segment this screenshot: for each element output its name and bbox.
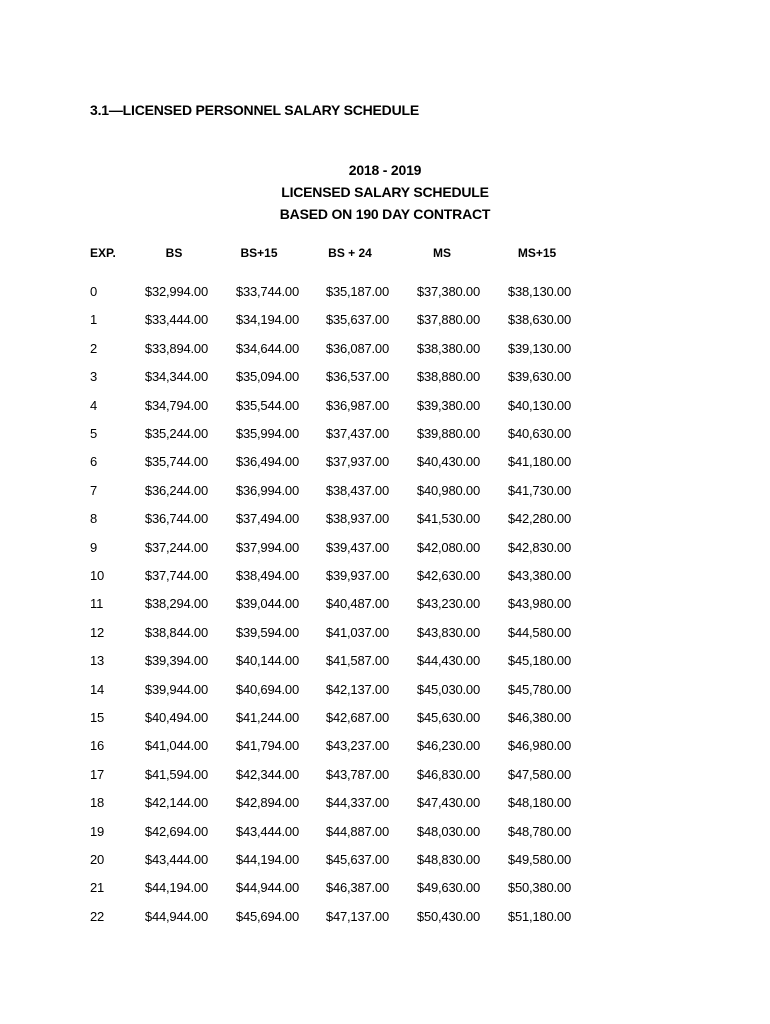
ms-cell: $47,430.00 xyxy=(416,795,480,811)
ms-cell: $40,430.00 xyxy=(416,454,480,470)
table-row xyxy=(0,625,770,645)
table-row xyxy=(0,454,770,474)
ms15-cell: $42,830.00 xyxy=(507,539,571,555)
ms15-cell: $45,180.00 xyxy=(507,653,571,669)
ms-cell: $45,030.00 xyxy=(416,681,480,697)
ms15-cell: $46,980.00 xyxy=(507,738,571,754)
ms15-cell: $41,730.00 xyxy=(507,482,571,498)
bs15-cell: $36,494.00 xyxy=(235,454,299,470)
bs24-cell: $39,437.00 xyxy=(325,539,389,555)
bs-cell: $34,344.00 xyxy=(144,369,208,385)
bs15-cell: $38,494.00 xyxy=(235,568,299,583)
bs-cell: $41,594.00 xyxy=(144,766,208,782)
bs24-cell: $41,587.00 xyxy=(325,653,389,669)
bs15-cell: $39,594.00 xyxy=(235,624,299,640)
ms-cell: $39,380.00 xyxy=(416,397,480,413)
ms15-cell: $39,130.00 xyxy=(507,340,571,356)
exp-cell: 22 xyxy=(90,908,105,924)
bs-cell: $37,244.00 xyxy=(144,539,208,555)
ms-cell: $49,630.00 xyxy=(416,880,480,896)
bs24-cell: $35,637.00 xyxy=(325,312,389,328)
bs24-cell: $36,537.00 xyxy=(325,369,389,385)
table-row xyxy=(0,398,770,418)
ms-cell: $37,880.00 xyxy=(416,312,480,328)
bs-cell: $42,144.00 xyxy=(144,795,208,811)
ms-cell: $39,880.00 xyxy=(416,426,480,441)
column-header-bs15: BS+15 xyxy=(240,246,278,260)
section-heading: 3.1—LICENSED PERSONNEL SALARY SCHEDULE xyxy=(90,102,419,118)
ms15-cell: $42,280.00 xyxy=(507,511,571,527)
exp-cell: 20 xyxy=(90,852,105,867)
bs24-cell: $38,437.00 xyxy=(325,482,389,498)
bs-cell: $40,494.00 xyxy=(144,710,208,725)
bs-cell: $33,444.00 xyxy=(144,312,208,328)
bs24-cell: $44,337.00 xyxy=(325,795,389,811)
bs15-cell: $36,994.00 xyxy=(235,482,299,498)
exp-cell: 19 xyxy=(90,823,105,839)
exp-cell: 0 xyxy=(90,284,98,299)
table-row xyxy=(0,738,770,758)
ms15-cell: $45,780.00 xyxy=(507,681,571,697)
bs15-cell: $34,644.00 xyxy=(235,340,299,356)
ms15-cell: $48,180.00 xyxy=(507,795,571,811)
exp-cell: 15 xyxy=(90,710,105,725)
ms15-cell: $50,380.00 xyxy=(507,880,571,896)
bs15-cell: $45,694.00 xyxy=(235,908,299,924)
ms-cell: $42,630.00 xyxy=(416,568,480,583)
table-row xyxy=(0,341,770,361)
exp-cell: 2 xyxy=(90,340,98,356)
bs15-cell: $44,194.00 xyxy=(235,852,299,867)
column-header-bs: BS xyxy=(165,246,183,260)
bs15-cell: $41,244.00 xyxy=(235,710,299,725)
table-row xyxy=(0,795,770,815)
bs24-cell: $36,987.00 xyxy=(325,397,389,413)
table-row xyxy=(0,284,770,304)
column-header-ms15: MS+15 xyxy=(517,246,557,260)
ms-cell: $41,530.00 xyxy=(416,511,480,527)
exp-cell: 18 xyxy=(90,795,105,811)
bs24-cell: $43,787.00 xyxy=(325,766,389,782)
bs-cell: $41,044.00 xyxy=(144,738,208,754)
ms-cell: $40,980.00 xyxy=(416,482,480,498)
exp-cell: 5 xyxy=(90,426,98,441)
bs15-cell: $37,994.00 xyxy=(235,539,299,555)
table-row xyxy=(0,909,770,929)
ms-cell: $50,430.00 xyxy=(416,908,480,924)
bs15-cell: $40,694.00 xyxy=(235,681,299,697)
exp-cell: 6 xyxy=(90,454,98,470)
bs24-cell: $42,137.00 xyxy=(325,681,389,697)
bs-cell: $35,744.00 xyxy=(144,454,208,470)
bs24-cell: $46,387.00 xyxy=(325,880,389,896)
bs-cell: $39,394.00 xyxy=(144,653,208,669)
ms-cell: $46,230.00 xyxy=(416,738,480,754)
ms-cell: $48,030.00 xyxy=(416,823,480,839)
ms-cell: $43,830.00 xyxy=(416,624,480,640)
bs15-cell: $42,894.00 xyxy=(235,795,299,811)
ms-cell: $48,830.00 xyxy=(416,852,480,867)
bs-cell: $39,944.00 xyxy=(144,681,208,697)
exp-cell: 10 xyxy=(90,568,105,583)
bs24-cell: $38,937.00 xyxy=(325,511,389,527)
table-row xyxy=(0,824,770,844)
bs15-cell: $43,444.00 xyxy=(235,823,299,839)
exp-cell: 21 xyxy=(90,880,105,896)
bs-cell: $38,844.00 xyxy=(144,624,208,640)
ms15-cell: $47,580.00 xyxy=(507,766,571,782)
ms15-cell: $40,630.00 xyxy=(507,426,571,441)
column-header-ms: MS xyxy=(433,246,451,260)
table-row xyxy=(0,852,770,872)
ms15-cell: $48,780.00 xyxy=(507,823,571,839)
ms-cell: $46,830.00 xyxy=(416,766,480,782)
bs-cell: $33,894.00 xyxy=(144,340,208,356)
bs15-cell: $42,344.00 xyxy=(235,766,299,782)
exp-cell: 8 xyxy=(90,511,98,527)
table-row xyxy=(0,710,770,730)
bs15-cell: $35,994.00 xyxy=(235,426,299,441)
bs24-cell: $42,687.00 xyxy=(325,710,389,725)
exp-cell: 7 xyxy=(90,482,98,498)
ms15-cell: $46,380.00 xyxy=(507,710,571,725)
bs-cell: $35,244.00 xyxy=(144,426,208,441)
schedule-year: 2018 - 2019 xyxy=(348,162,422,178)
table-row xyxy=(0,568,770,588)
ms15-cell: $39,630.00 xyxy=(507,369,571,385)
bs-cell: $36,744.00 xyxy=(144,511,208,527)
table-row xyxy=(0,596,770,616)
bs24-cell: $37,937.00 xyxy=(325,454,389,470)
bs15-cell: $35,544.00 xyxy=(235,397,299,413)
bs24-cell: $36,087.00 xyxy=(325,340,389,356)
bs15-cell: $34,194.00 xyxy=(235,312,299,328)
table-row xyxy=(0,511,770,531)
ms15-cell: $43,380.00 xyxy=(507,568,571,583)
ms-cell: $38,380.00 xyxy=(416,340,480,356)
bs-cell: $36,244.00 xyxy=(144,482,208,498)
exp-cell: 17 xyxy=(90,766,105,782)
exp-cell: 16 xyxy=(90,738,105,754)
ms15-cell: $40,130.00 xyxy=(507,397,571,413)
bs24-cell: $45,637.00 xyxy=(325,852,389,867)
bs-cell: $37,744.00 xyxy=(144,568,208,583)
bs24-cell: $47,137.00 xyxy=(325,908,389,924)
bs-cell: $44,944.00 xyxy=(144,908,208,924)
ms15-cell: $38,130.00 xyxy=(507,284,571,299)
bs24-cell: $37,437.00 xyxy=(325,426,389,441)
schedule-title: LICENSED SALARY SCHEDULE xyxy=(281,184,489,200)
column-header-exp: EXP. xyxy=(90,246,116,260)
bs15-cell: $40,144.00 xyxy=(235,653,299,669)
ms-cell: $38,880.00 xyxy=(416,369,480,385)
ms-cell: $37,380.00 xyxy=(416,284,480,299)
exp-cell: 1 xyxy=(90,312,98,328)
table-row xyxy=(0,369,770,389)
ms-cell: $44,430.00 xyxy=(416,653,480,669)
table-row xyxy=(0,312,770,332)
column-header-bs24: BS + 24 xyxy=(328,246,372,260)
table-row xyxy=(0,682,770,702)
ms15-cell: $38,630.00 xyxy=(507,312,571,328)
bs-cell: $42,694.00 xyxy=(144,823,208,839)
bs24-cell: $41,037.00 xyxy=(325,624,389,640)
bs15-cell: $41,794.00 xyxy=(235,738,299,754)
bs-cell: $38,294.00 xyxy=(144,596,208,612)
schedule-subtitle: BASED ON 190 DAY CONTRACT xyxy=(279,206,491,222)
bs-cell: $32,994.00 xyxy=(144,284,208,299)
bs-cell: $43,444.00 xyxy=(144,852,208,867)
ms15-cell: $51,180.00 xyxy=(507,908,571,924)
ms-cell: $42,080.00 xyxy=(416,539,480,555)
bs-cell: $34,794.00 xyxy=(144,397,208,413)
table-header xyxy=(0,246,770,264)
exp-cell: 13 xyxy=(90,653,105,669)
table-row xyxy=(0,767,770,787)
ms15-cell: $41,180.00 xyxy=(507,454,571,470)
bs15-cell: $39,044.00 xyxy=(235,596,299,612)
table-row xyxy=(0,653,770,673)
exp-cell: 4 xyxy=(90,397,98,413)
ms15-cell: $43,980.00 xyxy=(507,596,571,612)
ms15-cell: $49,580.00 xyxy=(507,852,571,867)
bs24-cell: $43,237.00 xyxy=(325,738,389,754)
bs15-cell: $35,094.00 xyxy=(235,369,299,385)
exp-cell: 11 xyxy=(90,596,104,612)
bs-cell: $44,194.00 xyxy=(144,880,208,896)
ms-cell: $45,630.00 xyxy=(416,710,480,725)
ms15-cell: $44,580.00 xyxy=(507,624,571,640)
bs15-cell: $37,494.00 xyxy=(235,511,299,527)
ms-cell: $43,230.00 xyxy=(416,596,480,612)
exp-cell: 14 xyxy=(90,681,105,697)
exp-cell: 3 xyxy=(90,369,98,385)
bs15-cell: $33,744.00 xyxy=(235,284,299,299)
table-row xyxy=(0,540,770,560)
exp-cell: 9 xyxy=(90,539,98,555)
bs24-cell: $44,887.00 xyxy=(325,823,389,839)
bs15-cell: $44,944.00 xyxy=(235,880,299,896)
table-row xyxy=(0,880,770,900)
bs24-cell: $39,937.00 xyxy=(325,568,389,583)
bs24-cell: $40,487.00 xyxy=(325,596,389,612)
table-row xyxy=(0,426,770,446)
bs24-cell: $35,187.00 xyxy=(325,284,389,299)
table-row xyxy=(0,483,770,503)
exp-cell: 12 xyxy=(90,624,105,640)
